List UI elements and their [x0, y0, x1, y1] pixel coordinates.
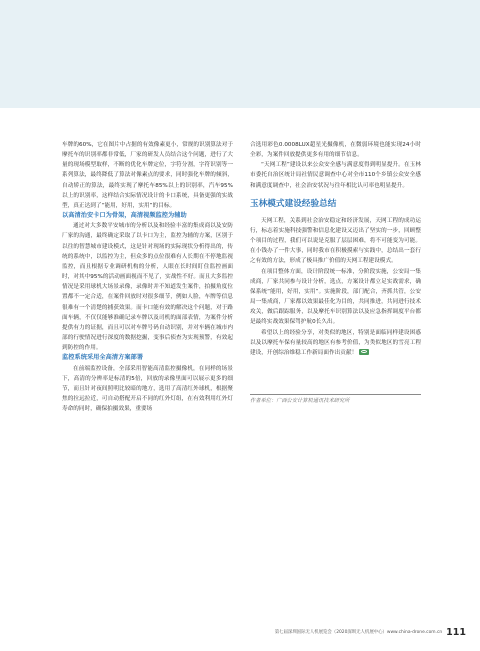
body-paragraph: 合选用彩色0.0008LUX超星光摄像机，在微弱环境也能实现24小时全彩，为案件回放提供更多有用的细节信息。 — [250, 142, 421, 159]
page-footer — [254, 626, 466, 638]
body-paragraph: 在项目整体方面，设计阶段统一标准，分阶段实施，公安局一集成商，厂家共同参与设计分析，选点，方案设计都立足实战需求，确保系统“能用，好用，实用”。实施阶段，部门配合，齐抓共管，公安局一集成商，厂家都以效果最佳化为目的，共同推进，共同进行技术攻关，做后跟踪服务，以及摩托车识别算法以及应急指挥调度平台都是最终实战效果保驾护航0长久出。 — [250, 268, 421, 326]
body-paragraph: 天网工程，关系到社会治安稳定和经济发展，天网工程的成功运行，标志着实施科技强警和信息化建设又迈出了坚实的一步，回顾整个项目的过程，我们可以说是克服了层层困难，将不可能变为可能。在小钱办了一件大事，同时我市在积极摸索与实践中，总结出一套行之有效的方法，形成了极具推广价值的天网工程建设模式。 — [250, 217, 421, 265]
header-band — [0, 0, 480, 108]
section-title: 玉林模式建设经验总结 — [250, 198, 337, 209]
body-paragraph — [250, 328, 421, 358]
eco-badge-icon — [359, 349, 369, 355]
footer-text: 第七届深圳国际无人机展览会（2020深圳无人机展中心）www.china-drone.com.cn — [274, 630, 443, 635]
author-affiliation: 作者单位：广西公安计算机通讯技术研究所 — [250, 397, 350, 404]
left-column — [62, 140, 233, 414]
page-number: 111 — [446, 626, 466, 638]
closing-text: 希望以上的经验分享，对类似的地区，特别是面临同样建设困惑以及以摩托车保有量较高的地区有参考价值，为类似地区的雪亮工程建设，开创综治维稳工作新局面作出贡献！ — [250, 329, 421, 356]
body-paragraph: 在前端监控设备，全部采用智能高清监控摄像机，在同样的场景下，高清的分辨率是标清的5倍，回放的录像里面可以展示更多的细节，而且针对夜间照明比较暗的地方，选用了高清红外球机，根据聚焦的拉远拉近，可自动搭配开启不同的红外灯组，在有效利用红外灯寿命的同时，确保拍摄效果，重要场 — [62, 365, 233, 413]
body-paragraph: 车牌的60%，它在图片中占据的有效像素更小，常规的识别算法对于摩托车的识别率都非常低，厂家的研发人员结合这个问题，进行了大量的现场模型取样，不断的优化车牌定位，字符分割，字符识别等一系列算法，最终降低了算法对像素点的要求，同时强化车牌的倾斜，自动矫正的算法，最终实现了摩托车85%以上的识别率，汽车95%以上的识别率，这样结合实际情况设计的卡口系统，具备更强的实战型，真正达到了“能用，好用，实用”的目标。 — [62, 142, 233, 209]
subheading: 监控系统采用全高清方案部署 — [62, 354, 144, 362]
right-column — [250, 140, 421, 406]
body-paragraph: “天网工程”建设以来公众安全感与满意度得到明显提升。在玉林市委托自治区统计局社情民意调查中心对全市110个乡镇公众安全感和满意度调查中，社会治安状况与往年相比认可率也明显提升。 — [250, 162, 421, 189]
body-paragraph: 通过对大多数平安城市的分析以及和经验丰富的集成商以及安防厂家的沟通，最终确定采取了以卡口为主，监控为辅的方案，区别于以往的智慧城市建设模式，这是针对现场的实际现状分析得出的，传统的系统中，以监控为主，但众多的点位很难有人长期在不停地监视监控，而且根据专业调研机构的分析，人眼在长时间盯住监控画面时，对其中95%的活动画面视而不见了，实战性不好。而且大多监控情况是采用球机大场景录像，录像时并不知道发生案件，拍摄角度位置都不一定合适，在案件回放时对很多细节，例如人脸，车牌等信息很难有一个清楚的捕获效果。而卡口能有效的解决这个问题，对于路面车辆，不仅仅能够准确记录车牌以及司机的面部表情，为案件分析提供有力的证据，而且可以对车牌号码自动识别，并对车辆在城市内部的行驶情况进行深度的数据挖掘，变事后侦查为实现预警，有效起到防控的作用。 — [62, 223, 233, 352]
author-divider — [250, 394, 421, 395]
subheading: 以高清治安卡口为骨架，高清视频监控为辅助 — [62, 212, 187, 220]
